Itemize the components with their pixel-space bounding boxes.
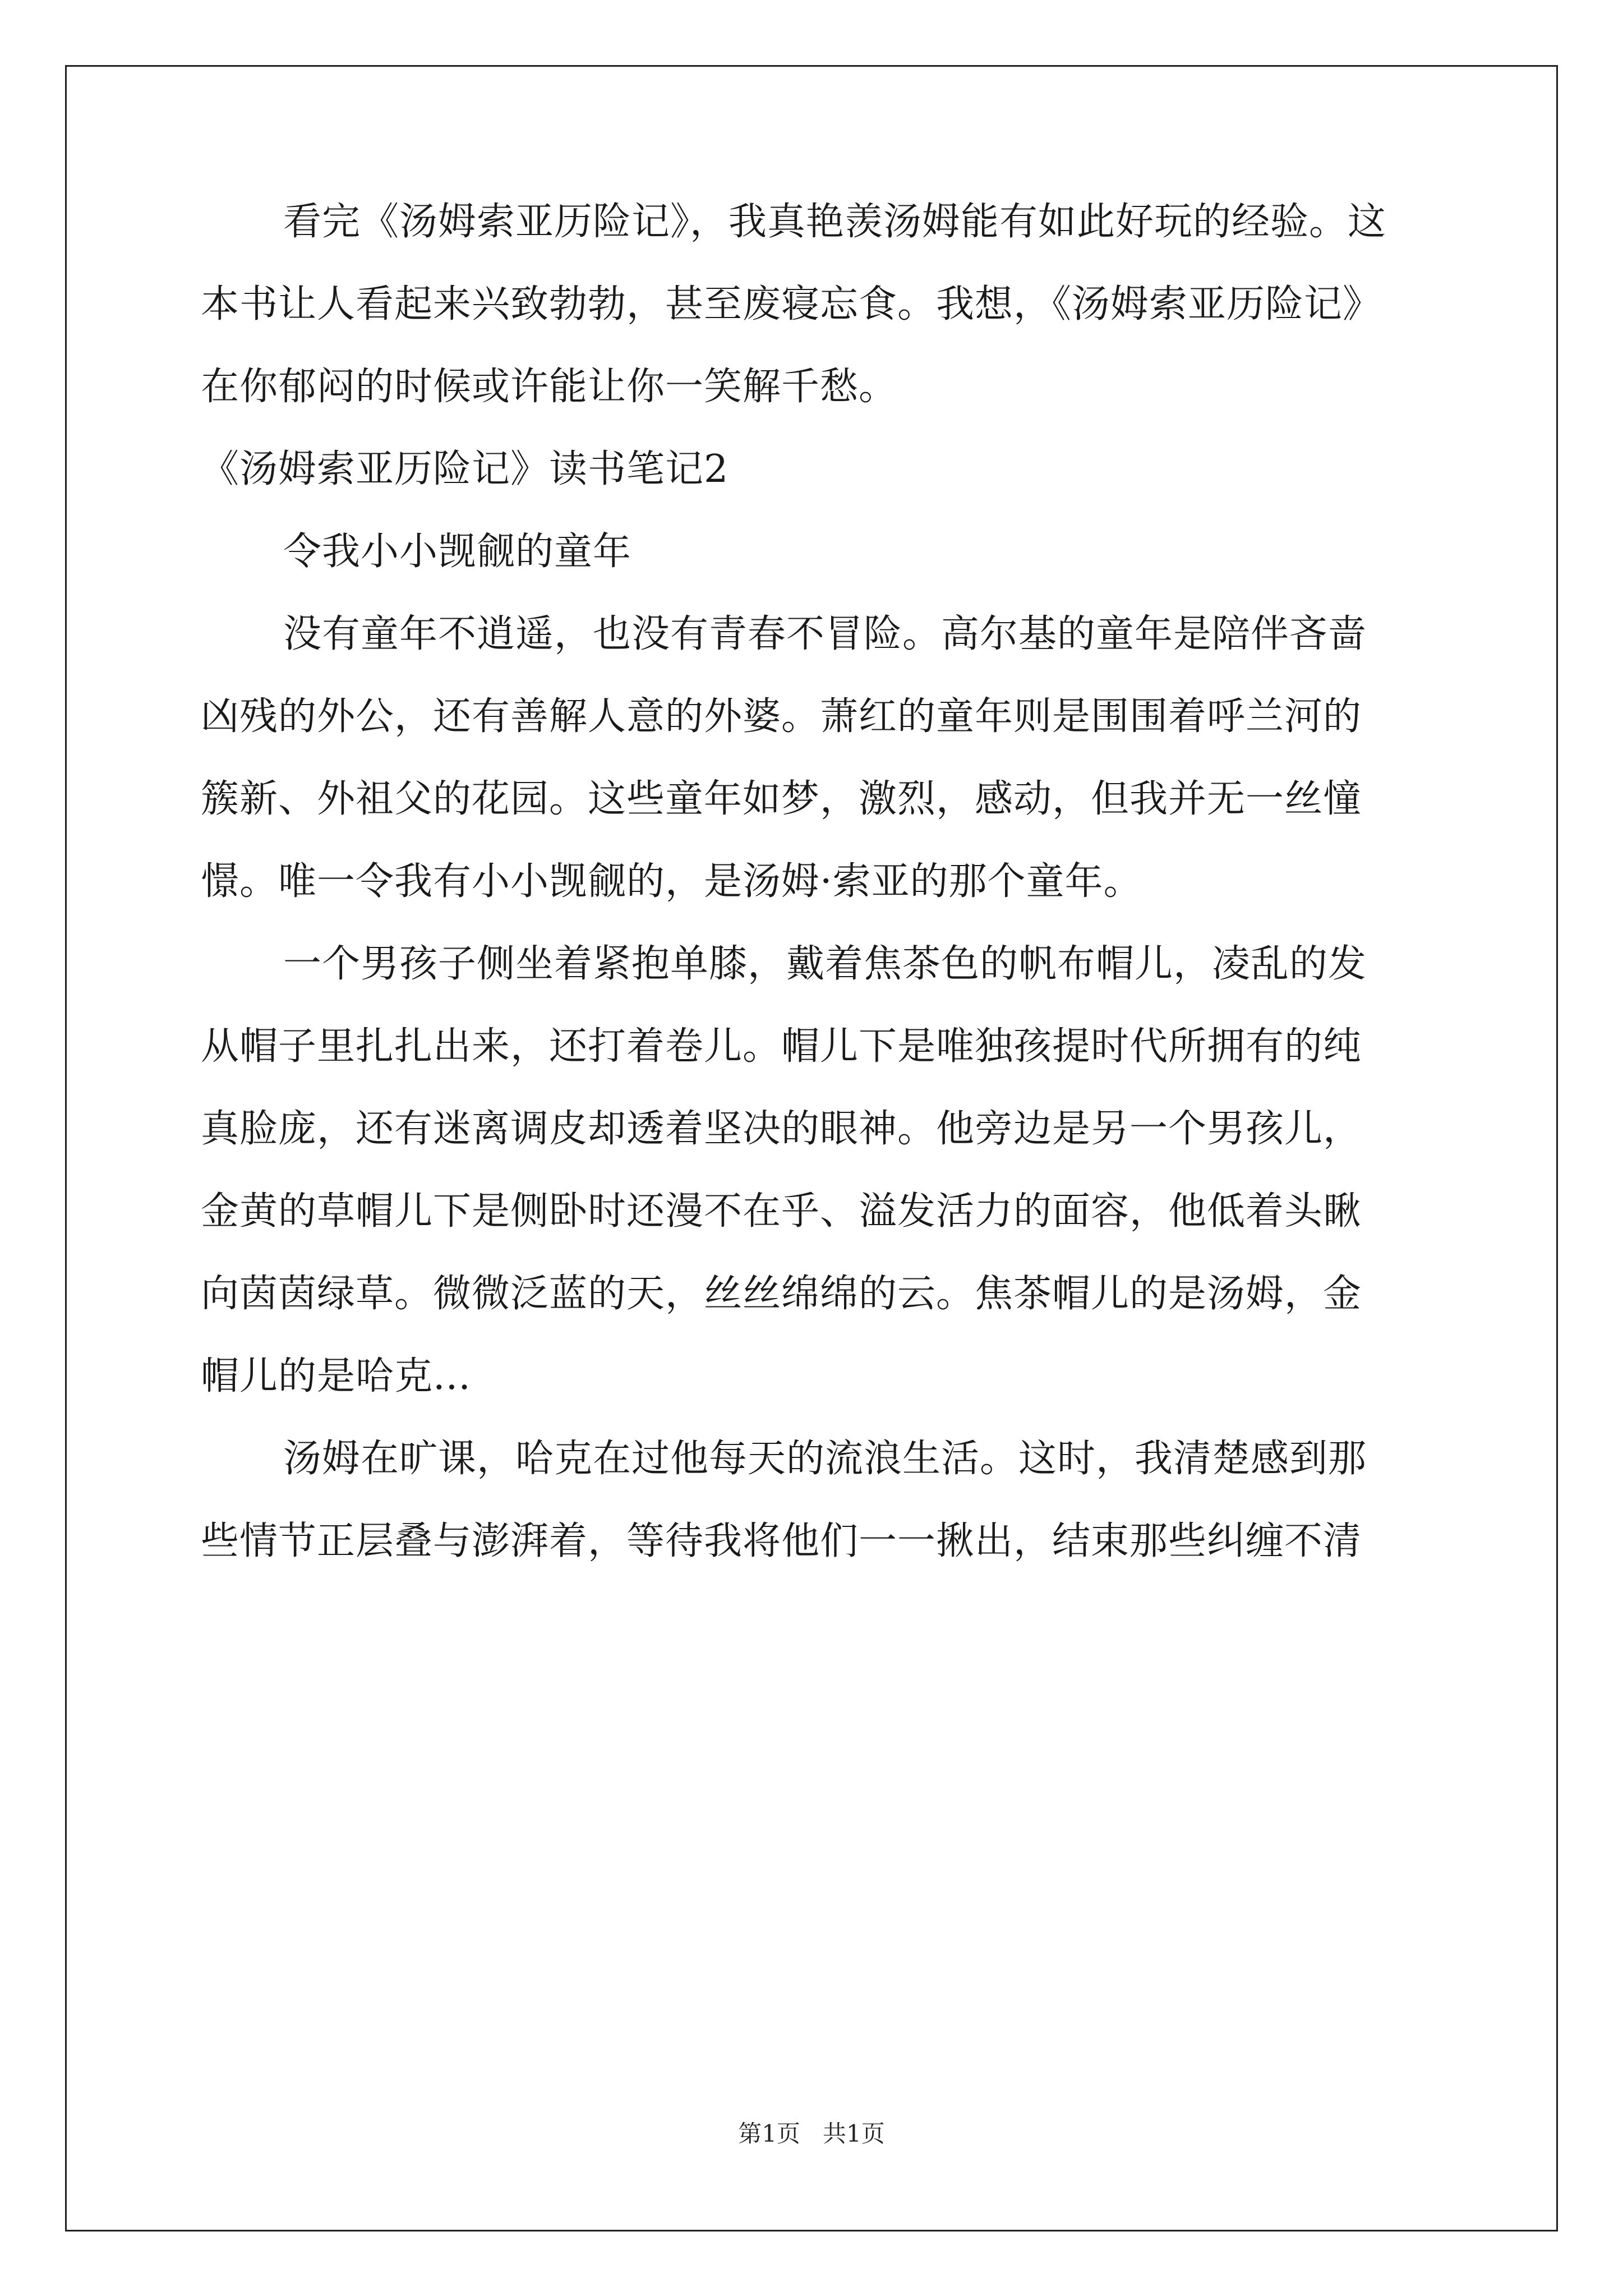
paragraph-line: 凶残的外公，还有善解人意的外婆。萧红的童年则是围围着呼兰河的	[201, 694, 1362, 739]
page-footer	[0, 2120, 1623, 2147]
paragraph-line: 些情节正层叠与澎湃着，等待我将他们一一揪出，结束那些纠缠不清	[201, 1519, 1362, 1563]
paragraph-line: 金黄的草帽儿下是侧卧时还漫不在乎、溢发活力的面容，他低着头瞅	[201, 1189, 1362, 1234]
page-number-current: 第1页	[738, 2120, 800, 2147]
paragraph-line: 本书让人看起来兴致勃勃，甚至废寝忘食。我想，《汤姆索亚历险记》	[201, 282, 1382, 326]
page-number-total: 共1页	[823, 2120, 885, 2147]
paragraph-line: 在你郁闷的时候或许能让你一笑解千愁。	[201, 365, 898, 409]
section-subtitle: 令我小小觊觎的童年	[283, 530, 632, 574]
paragraph-line: 向茵茵绿草。微微泛蓝的天，丝丝绵绵的云。焦茶帽儿的是汤姆，金	[201, 1272, 1362, 1316]
paragraph-line: 看完《汤姆索亚历险记》，我真艳羡汤姆能有如此好玩的经验。这	[283, 200, 1387, 244]
paragraph-line: 簇新、外祖父的花园。这些童年如梦，激烈，感动，但我并无一丝憧	[201, 777, 1362, 821]
paragraph-line: 憬。唯一令我有小小觊觎的，是汤姆·索亚的那个童年。	[201, 859, 1142, 904]
paragraph-line: 真脸庞，还有迷离调皮却透着坚决的眼神。他旁边是另一个男孩儿，	[201, 1107, 1362, 1151]
paragraph-line: 没有童年不逍遥，也没有青春不冒险。高尔基的童年是陪伴吝啬	[283, 612, 1367, 656]
section-heading: 《汤姆索亚历险记》读书笔记2	[201, 447, 729, 491]
paragraph-line: 汤姆在旷课，哈克在过他每天的流浪生活。这时，我清楚感到那	[283, 1437, 1367, 1481]
document-body	[201, 202, 1423, 1604]
paragraph-line: 一个男孩子侧坐着紧抱单膝，戴着焦茶色的帆布帽儿，凌乱的发	[283, 942, 1367, 986]
paragraph-line: 帽儿的是哈克...	[201, 1354, 471, 1398]
paragraph-line: 从帽子里扎扎出来，还打着卷儿。帽儿下是唯独孩提时代所拥有的纯	[201, 1024, 1362, 1069]
